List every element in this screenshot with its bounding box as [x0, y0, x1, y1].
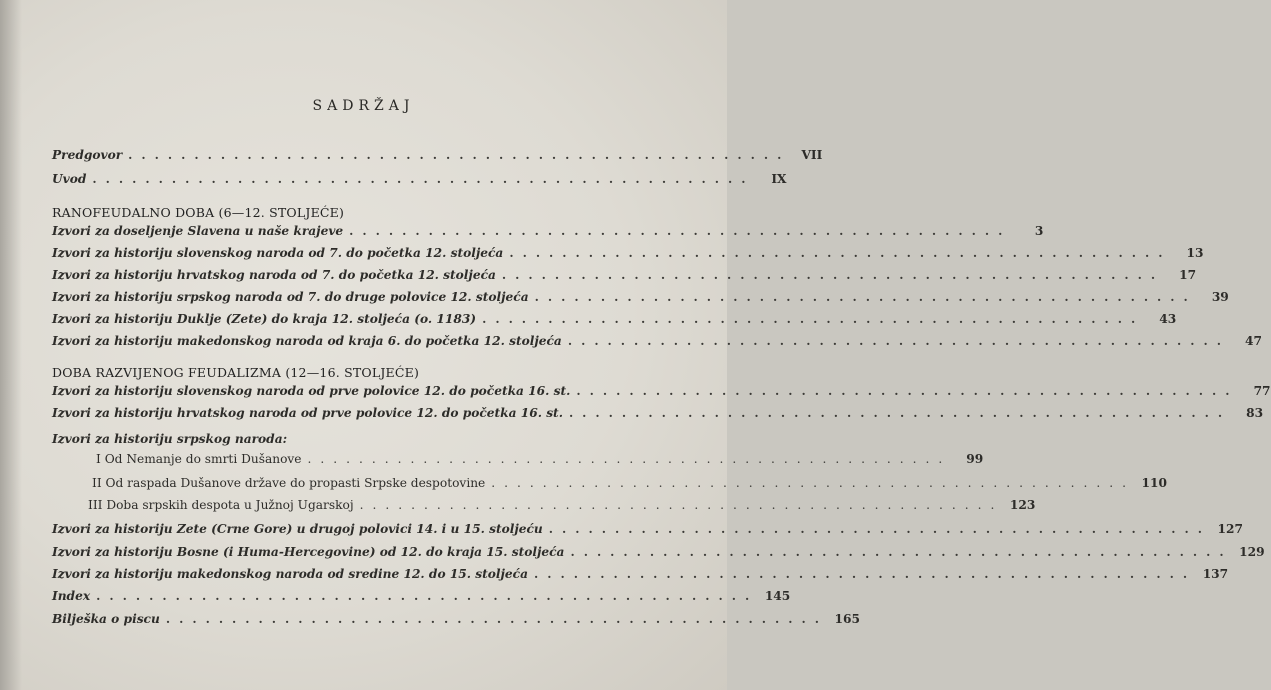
toc-title: SADRŽAJ [312, 98, 415, 114]
toc-subentry: III Doba srpskih despota u Južnoj Ugarskoj .................................................. 123 [88, 498, 1036, 512]
section-heading: DOBA RAZVIJENOG FEUDALIZMA (12—16. STOLJEĆE) [52, 365, 420, 380]
toc-entry: Izvori za historiju slovenskog naroda od 7. do početka 12. stoljeća .................................................. 13 [52, 246, 1204, 260]
toc-entry: Izvori za historiju makedonskog naroda od sredine 12. do 15. stoljeća .................................................. 137 [52, 567, 1229, 581]
toc-entry: Izvori za historiju hrvatskog naroda od prve polovice 12. do početka 16. st. .................................................. 83 [52, 406, 1264, 420]
toc-subentry: I Od Nemanje do smrti Dušanove .................................................. 99 [96, 452, 984, 466]
toc-entry: Izvori za historiju srpskog naroda od 7. do druge polovice 12. stoljeća .................................................. 39 [52, 290, 1229, 304]
section-heading: RANOFEUDALNO DOBA (6—12. STOLJEĆE) [52, 205, 345, 220]
toc-entry: Uvod .................................................. IX [52, 172, 787, 186]
toc-entry: Izvori za historiju slovenskog naroda od prve polovice 12. do početka 16. st. .................................................. 77 [52, 384, 1271, 398]
toc-entry: Predgovor .................................................. VII [52, 148, 823, 162]
toc-entry: Izvori za historiju hrvatskog naroda od 7. do početka 12. stoljeća .................................................. 17 [52, 268, 1197, 282]
toc-entry: Izvori za historiju Bosne (i Huma-Hercegovine) od 12. do kraja 15. stoljeća .................................................. 129 [52, 545, 1265, 559]
subsection-heading: Izvori za historiju srpskog naroda: [52, 432, 288, 446]
toc-entry: Izvori za historiju Zete (Crne Gore) u drugoj polovici 14. i u 15. stoljeću .................................................. 127 [52, 522, 1243, 536]
toc-entry: Izvori za historiju makedonskog naroda od kraja 6. do početka 12. stoljeća .................................................. 47 [52, 334, 1262, 348]
toc-entry: Bilješka o piscu .................................................. 165 [52, 612, 860, 626]
toc-entry: Izvori za historiju Duklje (Zete) do kraja 12. stoljeća (o. 1183) .................................................. 43 [52, 312, 1177, 326]
toc-subentry: II Od raspada Dušanove države do propasti Srpske despotovine .................................................. 110 [92, 476, 1167, 490]
toc-entry: Index .................................................. 145 [52, 589, 791, 603]
toc-entry: Izvori za doseljenje Slavena u naše krajeve .................................................. 3 [52, 224, 1044, 238]
